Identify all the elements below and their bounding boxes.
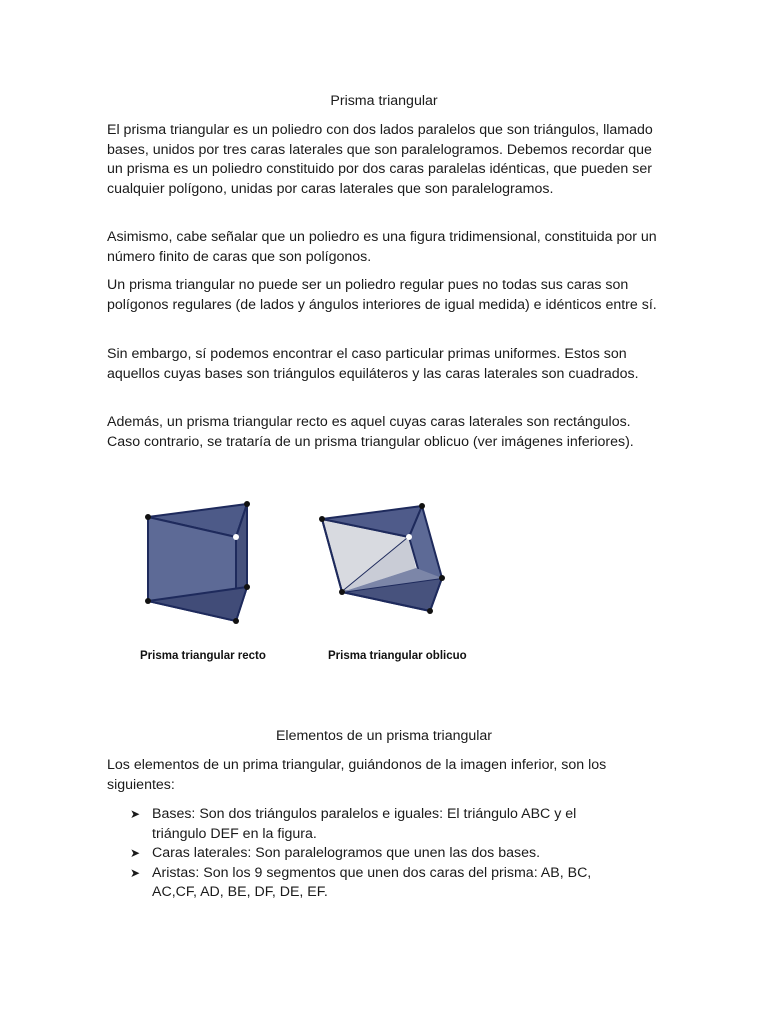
list-item-text: Aristas: Son los 9 segmentos que unen dos caras del prisma: AB, BC, AC,CF, AD, BE, DF, DE, EF. <box>152 864 592 900</box>
page-title: Prisma triangular <box>330 93 438 109</box>
vertex-dot <box>233 618 239 624</box>
vertex-dot <box>339 589 345 595</box>
arrow-bullet-icon: ➤ <box>130 807 141 821</box>
right-prism <box>145 501 250 624</box>
paragraph-polyhedron: Asimismo, cabe señalar que un poliedro es una figura tridimensional, constituida por un número finito de caras que son polígonos. <box>107 229 657 265</box>
vertex-dot <box>233 534 239 540</box>
arrow-bullet-icon: ➤ <box>130 846 141 860</box>
prisms-figure <box>116 490 486 680</box>
vertex-dot <box>145 514 151 520</box>
vertex-dot <box>244 501 250 507</box>
list-item-text: Bases: Son dos triángulos paralelos e iguales: El triángulo ABC y el triángulo DEF en la figura. <box>152 806 577 842</box>
elements-list <box>130 805 630 903</box>
oblique-prism <box>319 503 445 614</box>
paragraph-right-oblique: Además, un prisma triangular recto es aquel cuyas caras laterales son rectángulos. Caso contrario, se trataría de un prisma triangular oblicuo (ver imágenes inferiores). <box>107 414 634 450</box>
list-item-edges <box>130 864 630 903</box>
caption-oblique-prism: Prisma triangular oblicuo <box>328 650 467 662</box>
vertex-dot <box>244 584 250 590</box>
vertex-dot <box>319 516 325 522</box>
vertex-dot <box>406 534 412 540</box>
section-title-elements: Elementos de un prisma triangular <box>275 728 493 744</box>
vertex-dot <box>439 575 445 581</box>
paragraph-uniform: Sin embargo, sí podemos encontrar el caso particular primas uniformes. Estos son aquellos cuyas bases son triángulos equiláteros y las caras laterales son cuadrados. <box>107 346 639 382</box>
paragraph-regular: Un prisma triangular no puede ser un poliedro regular pues no todas sus caras son polígonos regulares (de lados y ángulos interiores de igual medida) e idénticos entre sí. <box>107 277 657 313</box>
list-item-lateral-faces <box>130 844 630 864</box>
vertex-dot <box>427 608 433 614</box>
paragraph-elements-intro: Los elementos de un prima triangular, guiándonos de la imagen inferior, son los siguientes: <box>107 757 607 793</box>
paragraph-definition: El prisma triangular es un poliedro con dos lados paralelos que son triángulos, llamado bases, unidos por tres caras laterales que son paralelogramos. Debemos recordar que un prisma es un poliedro constituido por dos caras paralelas idénticas, que pueden ser cualquier polígono, unidas por caras laterales que son paralelogramos. <box>107 122 653 197</box>
list-item-text: Caras laterales: Son paralelogramos que unen las dos bases. <box>152 845 541 861</box>
arrow-bullet-icon: ➤ <box>130 865 141 880</box>
caption-right-prism: Prisma triangular recto <box>140 650 266 662</box>
vertex-dot <box>145 598 151 604</box>
vertex-dot <box>419 503 425 509</box>
list-item-bases <box>130 805 630 844</box>
